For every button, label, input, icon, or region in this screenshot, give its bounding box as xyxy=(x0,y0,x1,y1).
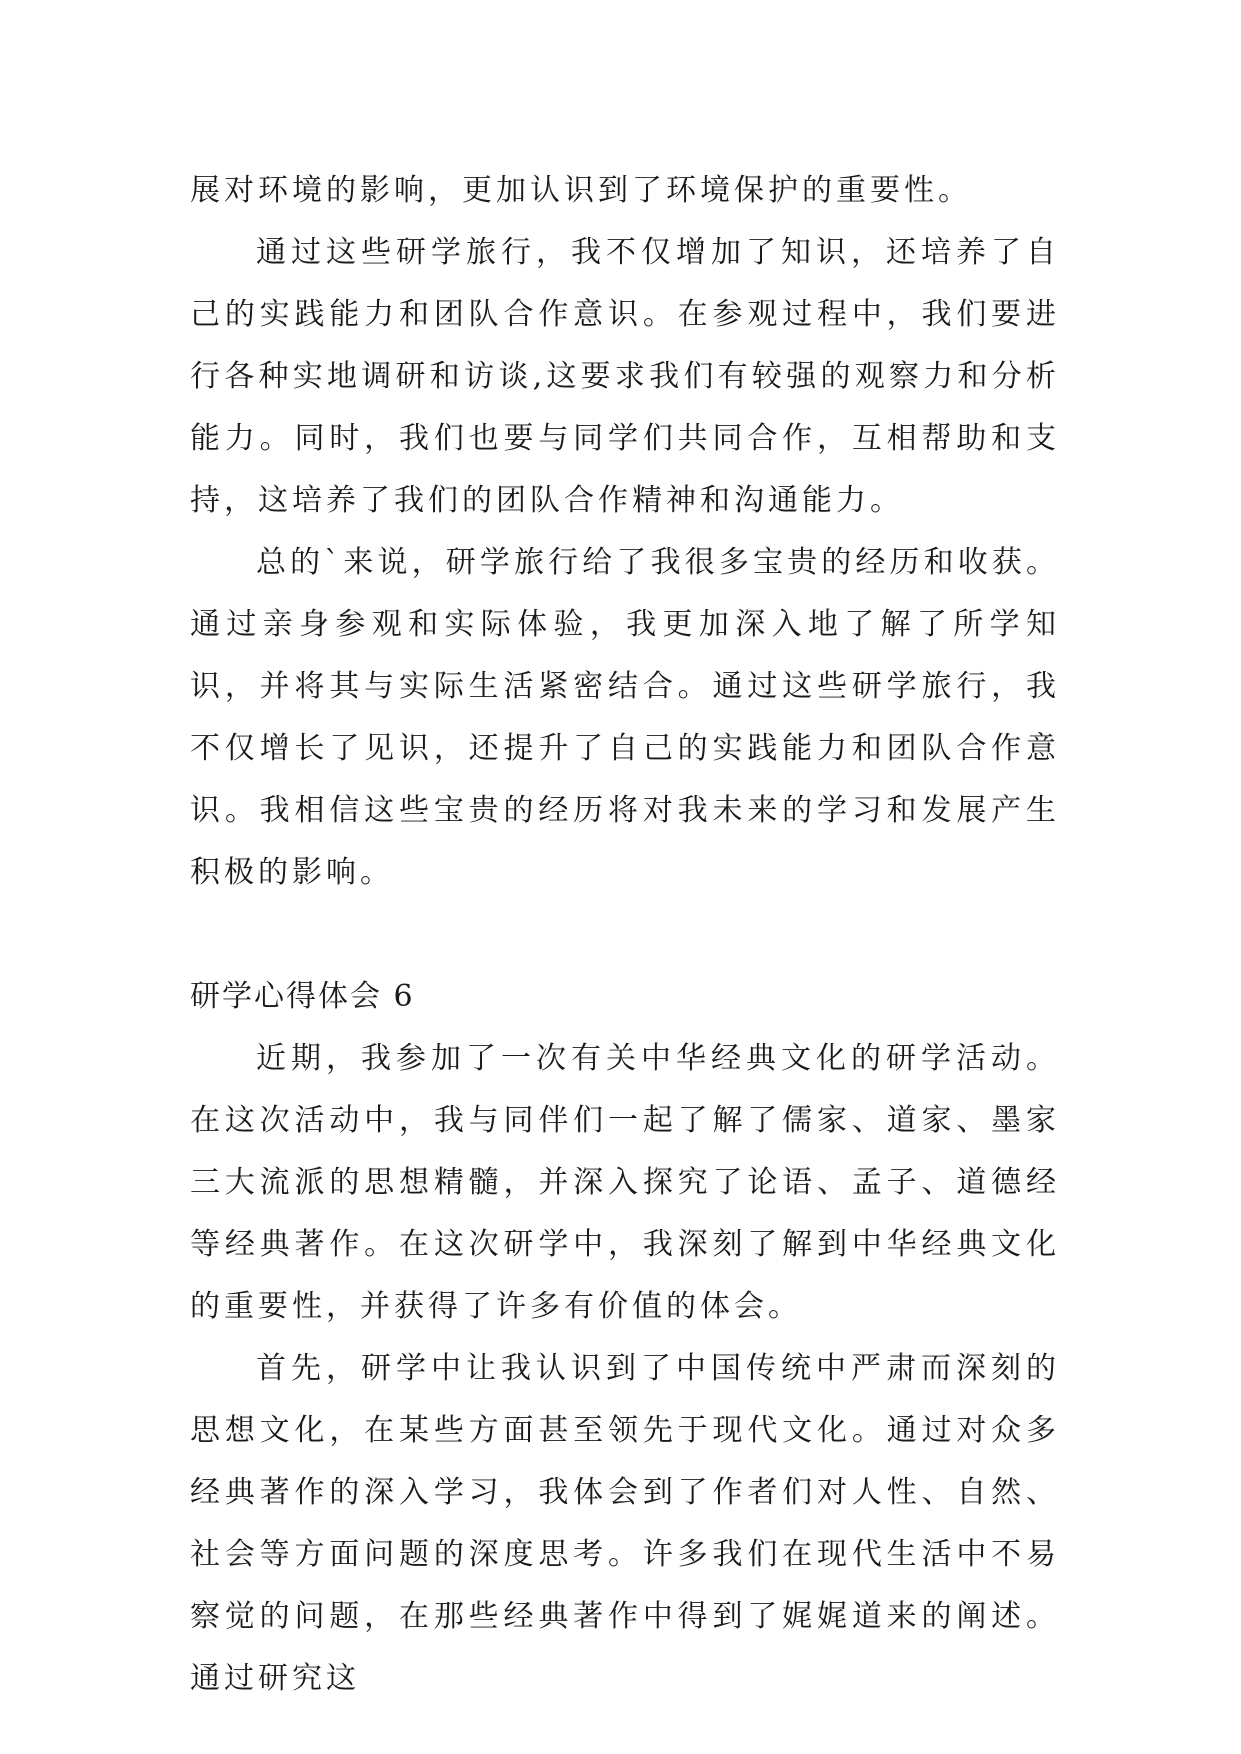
section-heading: 研学心得体会 6 xyxy=(190,979,415,1014)
paragraph-env-protection: 展对环境的影响，更加认识到了环境保护的重要性。 xyxy=(190,173,972,208)
paragraph-practice-teamwork: 通过这些研学旅行，我不仅增加了知识，还培养了自己的实践能力和团队合作意识。在参观过程中，我们要进行各种实地调研和访谈,这要求我们有较强的观察力和分析能力。同时，我们也要与同学们共同合作，互相帮助和支持，这培养了我们的团队合作精神和沟通能力。 xyxy=(190,235,1060,518)
paragraph-first-insight: 首先，研学中让我认识到了中国传统中严肃而深刻的思想文化，在某些方面甚至领先于现代文化。通过对众多经典著作的深入学习，我体会到了作者们对人性、自然、社会等方面问题的深度思考。许多我们在现代生活中不易察觉的问题，在那些经典著作中得到了娓娓道来的阐述。通过研究这 xyxy=(190,1351,1060,1696)
paragraph-summary: 总的`来说，研学旅行给了我很多宝贵的经历和收获。通过亲身参观和实际体验，我更加深入地了解了所学知识，并将其与实际生活紧密结合。通过这些研学旅行，我不仅增长了见识，还提升了自己的实践能力和团队合作意识。我相信这些宝贵的经历将对我未来的学习和发展产生积极的影响。 xyxy=(190,545,1060,890)
document-body xyxy=(190,160,1060,1710)
paragraph-classical-culture: 近期，我参加了一次有关中华经典文化的研学活动。在这次活动中，我与同伴们一起了解了儒家、道家、墨家三大流派的思想精髓，并深入探究了论语、孟子、道德经等经典著作。在这次研学中，我深刻了解到中华经典文化的重要性，并获得了许多有价值的体会。 xyxy=(190,1041,1060,1324)
